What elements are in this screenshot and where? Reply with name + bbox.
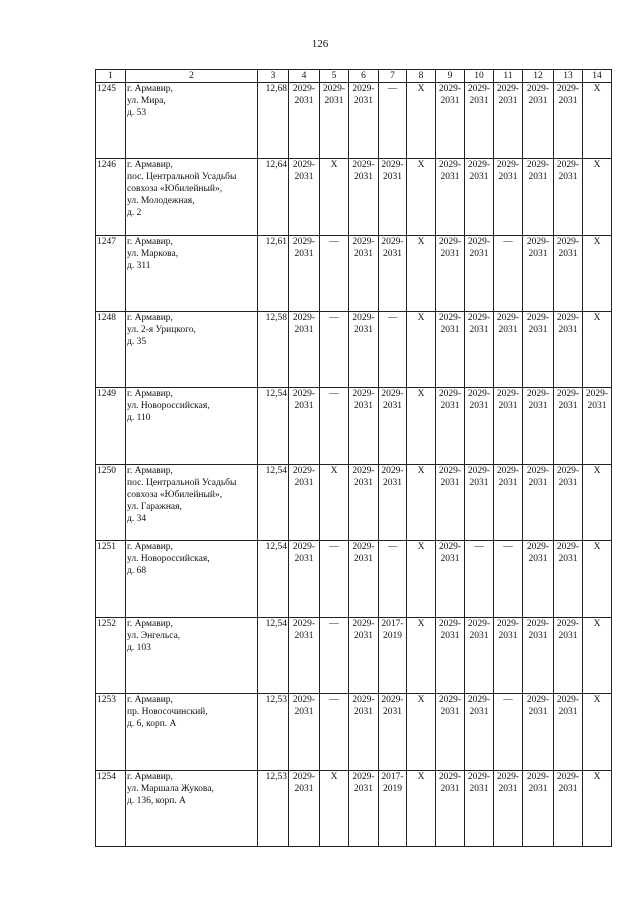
not-required-cell: X — [407, 159, 436, 236]
column-number-cell: 14 — [583, 70, 612, 83]
period-cell: 2029- 2031 — [494, 465, 523, 541]
period-cell: 2029- 2031 — [465, 159, 494, 236]
period-cell: 2017- 2019 — [379, 618, 407, 694]
period-cell: 2029- 2031 — [436, 771, 465, 847]
dash-cell: — — [320, 541, 349, 618]
period-cell: 2029- 2031 — [349, 541, 379, 618]
period-cell: 2029- 2031 — [494, 771, 523, 847]
address-line: г. Армавир, — [127, 619, 173, 629]
column-number-cell: 13 — [554, 70, 583, 83]
address-cell — [126, 312, 258, 388]
address-line: г. Армавир, — [127, 84, 173, 94]
period-cell: 2029- 2031 — [523, 771, 554, 847]
value-cell: 12,68 — [258, 83, 289, 159]
period-cell: 2029- 2031 — [379, 694, 407, 771]
period-cell: 2029- 2031 — [465, 465, 494, 541]
column-number-cell: 9 — [436, 70, 465, 83]
dash-cell: — — [379, 83, 407, 159]
not-required-cell: X — [407, 236, 436, 312]
not-required-cell: X — [407, 388, 436, 465]
value-cell: 12,53 — [258, 694, 289, 771]
value-cell: 12,58 — [258, 312, 289, 388]
period-cell: 2029- 2031 — [465, 236, 494, 312]
address-line: совхоза «Юбилейный», — [127, 184, 223, 194]
address-line: д. 34 — [127, 514, 147, 524]
period-cell: 2029- 2031 — [436, 159, 465, 236]
period-cell: 2029- 2031 — [349, 388, 379, 465]
period-cell: 2029- 2031 — [349, 236, 379, 312]
row-number: 1247 — [96, 236, 126, 312]
table-row — [96, 771, 612, 847]
period-cell: 2029- 2031 — [379, 465, 407, 541]
column-number-cell: 5 — [320, 70, 349, 83]
address-cell — [126, 236, 258, 312]
period-cell: 2029- 2031 — [349, 159, 379, 236]
address-line: ул. Энгельса, — [127, 631, 181, 641]
not-required-cell: X — [583, 83, 612, 159]
row-number: 1251 — [96, 541, 126, 618]
not-required-cell: X — [407, 771, 436, 847]
not-required-cell: X — [583, 541, 612, 618]
address-line: совхоза «Юбилейный», — [127, 490, 223, 500]
address-line: г. Армавир, — [127, 160, 173, 170]
period-cell: 2029- 2031 — [523, 83, 554, 159]
period-cell: 2029- 2031 — [349, 694, 379, 771]
period-cell: 2029- 2031 — [523, 159, 554, 236]
period-cell: 2029- 2031 — [349, 771, 379, 847]
period-cell: 2029- 2031 — [523, 694, 554, 771]
period-cell: 2029- 2031 — [523, 465, 554, 541]
period-cell: 2029- 2031 — [523, 618, 554, 694]
period-cell: 2029- 2031 — [465, 388, 494, 465]
period-cell: 2029- 2031 — [554, 465, 583, 541]
period-cell: 2029- 2031 — [436, 694, 465, 771]
row-number: 1246 — [96, 159, 126, 236]
column-number-cell: 2 — [126, 70, 258, 83]
address-line: д. 35 — [127, 337, 147, 347]
period-cell: 2029- 2031 — [349, 618, 379, 694]
dash-cell: — — [379, 312, 407, 388]
page-number: 126 — [311, 38, 329, 50]
housing-repair-table — [95, 69, 612, 847]
table-row — [96, 236, 612, 312]
period-cell: 2029- 2031 — [436, 465, 465, 541]
period-cell: 2029- 2031 — [465, 312, 494, 388]
not-required-cell: X — [583, 312, 612, 388]
address-line: г. Армавир, — [127, 772, 173, 782]
not-required-cell: X — [583, 771, 612, 847]
address-line: г. Армавир, — [127, 466, 173, 476]
address-line: д. 103 — [127, 643, 151, 653]
address-line: г. Армавир, — [127, 313, 173, 323]
table-row — [96, 465, 612, 541]
not-required-cell: X — [583, 618, 612, 694]
not-required-cell: X — [583, 236, 612, 312]
address-cell — [126, 465, 258, 541]
period-cell: 2029- 2031 — [436, 312, 465, 388]
period-cell: 2029- 2031 — [523, 236, 554, 312]
period-cell: 2029- 2031 — [289, 388, 320, 465]
period-cell: 2029- 2031 — [494, 312, 523, 388]
period-cell: 2029- 2031 — [289, 541, 320, 618]
value-cell: 12,64 — [258, 159, 289, 236]
address-line: г. Армавир, — [127, 237, 173, 247]
period-cell: 2029- 2031 — [320, 83, 349, 159]
period-cell: 2029- 2031 — [554, 312, 583, 388]
value-cell: 12,61 — [258, 236, 289, 312]
period-cell: 2029- 2031 — [289, 312, 320, 388]
table-body — [96, 70, 612, 847]
address-cell — [126, 388, 258, 465]
period-cell: 2029- 2031 — [289, 771, 320, 847]
not-required-cell: X — [583, 465, 612, 541]
table-row — [96, 694, 612, 771]
column-number-cell: 3 — [258, 70, 289, 83]
address-line: ул. Новороссийская, — [127, 401, 210, 411]
address-line: ул. Молодежная, — [127, 196, 195, 206]
period-cell: 2029- 2031 — [289, 236, 320, 312]
dash-cell: — — [320, 388, 349, 465]
dash-cell: — — [465, 541, 494, 618]
period-cell: 2029- 2031 — [349, 83, 379, 159]
period-cell: 2029- 2031 — [554, 159, 583, 236]
address-line: д. 53 — [127, 108, 147, 118]
period-cell: 2029- 2031 — [554, 694, 583, 771]
address-line: пос. Центральной Усадьбы — [127, 172, 237, 182]
row-number: 1250 — [96, 465, 126, 541]
table-row — [96, 388, 612, 465]
column-number-cell: 7 — [379, 70, 407, 83]
row-number: 1252 — [96, 618, 126, 694]
address-line: д. 2 — [127, 208, 142, 218]
address-line: ул. 2-я Урицкого, — [127, 325, 196, 335]
period-cell: 2029- 2031 — [465, 83, 494, 159]
column-number-cell: 6 — [349, 70, 379, 83]
address-line: г. Армавир, — [127, 695, 173, 705]
period-cell: 2029- 2031 — [436, 388, 465, 465]
address-line: г. Армавир, — [127, 389, 173, 399]
address-line: д. 6, корп. А — [127, 719, 177, 729]
period-cell: 2029- 2031 — [436, 236, 465, 312]
period-cell: 2029- 2031 — [554, 541, 583, 618]
address-line: ул. Маршала Жукова, — [127, 784, 214, 794]
dash-cell: — — [379, 541, 407, 618]
address-cell — [126, 159, 258, 236]
address-cell — [126, 83, 258, 159]
period-cell: 2029- 2031 — [554, 83, 583, 159]
column-number-cell: 10 — [465, 70, 494, 83]
column-number-cell: 12 — [523, 70, 554, 83]
row-number: 1253 — [96, 694, 126, 771]
period-cell: 2029- 2031 — [554, 236, 583, 312]
period-cell: 2029- 2031 — [554, 771, 583, 847]
address-line: ул. Мира, — [127, 96, 166, 106]
table-row — [96, 83, 612, 159]
period-cell: 2029- 2031 — [349, 312, 379, 388]
period-cell: 2029- 2031 — [379, 236, 407, 312]
not-required-cell: X — [407, 694, 436, 771]
period-cell: 2029- 2031 — [289, 694, 320, 771]
period-cell: 2029- 2031 — [289, 465, 320, 541]
address-line: д. 311 — [127, 261, 151, 271]
period-cell: 2029- 2031 — [379, 159, 407, 236]
column-number-row — [96, 70, 612, 83]
value-cell: 12,53 — [258, 771, 289, 847]
period-cell: 2029- 2031 — [494, 159, 523, 236]
period-cell: 2029- 2031 — [465, 694, 494, 771]
period-cell: 2029- 2031 — [583, 388, 612, 465]
value-cell: 12,54 — [258, 541, 289, 618]
period-cell: 2029- 2031 — [554, 618, 583, 694]
value-cell: 12,54 — [258, 388, 289, 465]
value-cell: 12,54 — [258, 465, 289, 541]
dash-cell: — — [320, 312, 349, 388]
period-cell: 2029- 2031 — [436, 541, 465, 618]
period-cell: 2029- 2031 — [349, 465, 379, 541]
not-required-cell: X — [583, 159, 612, 236]
address-cell — [126, 694, 258, 771]
period-cell: 2029- 2031 — [289, 159, 320, 236]
row-number: 1254 — [96, 771, 126, 847]
dash-cell: — — [320, 694, 349, 771]
dash-cell: — — [320, 236, 349, 312]
address-line: д. 68 — [127, 566, 147, 576]
period-cell: 2029- 2031 — [379, 388, 407, 465]
table-row — [96, 541, 612, 618]
value-cell: 12,54 — [258, 618, 289, 694]
period-cell: 2029- 2031 — [436, 618, 465, 694]
table-row — [96, 312, 612, 388]
address-line: ул. Гаражная, — [127, 502, 182, 512]
period-cell: 2029- 2031 — [465, 618, 494, 694]
column-number-cell: 8 — [407, 70, 436, 83]
period-cell: 2029- 2031 — [523, 541, 554, 618]
address-line: д. 110 — [127, 413, 151, 423]
period-cell: 2029- 2031 — [289, 83, 320, 159]
address-line: д. 136, корп. А — [127, 796, 186, 806]
not-required-cell: X — [407, 312, 436, 388]
row-number: 1248 — [96, 312, 126, 388]
address-cell — [126, 541, 258, 618]
not-required-cell: X — [407, 541, 436, 618]
period-cell: 2029- 2031 — [523, 388, 554, 465]
period-cell: 2029- 2031 — [523, 312, 554, 388]
dash-cell: — — [494, 694, 523, 771]
table-row — [96, 159, 612, 236]
table-row — [96, 618, 612, 694]
address-line: пос. Центральной Усадьбы — [127, 478, 237, 488]
not-required-cell: X — [583, 694, 612, 771]
row-number: 1245 — [96, 83, 126, 159]
row-number: 1249 — [96, 388, 126, 465]
not-required-cell: X — [407, 465, 436, 541]
not-required-cell: X — [320, 771, 349, 847]
address-line: г. Армавир, — [127, 542, 173, 552]
dash-cell: — — [494, 236, 523, 312]
column-number-cell: 4 — [289, 70, 320, 83]
period-cell: 2029- 2031 — [494, 83, 523, 159]
not-required-cell: X — [407, 83, 436, 159]
not-required-cell: X — [407, 618, 436, 694]
address-line: ул. Новороссийская, — [127, 554, 210, 564]
period-cell: 2029- 2031 — [465, 771, 494, 847]
period-cell: 2029- 2031 — [289, 618, 320, 694]
address-cell — [126, 618, 258, 694]
period-cell: 2029- 2031 — [554, 388, 583, 465]
not-required-cell: X — [320, 465, 349, 541]
dash-cell: — — [320, 618, 349, 694]
column-number-cell: 1 — [96, 70, 126, 83]
not-required-cell: X — [320, 159, 349, 236]
period-cell: 2017- 2019 — [379, 771, 407, 847]
address-cell — [126, 771, 258, 847]
period-cell: 2029- 2031 — [494, 388, 523, 465]
period-cell: 2029- 2031 — [436, 83, 465, 159]
address-line: ул. Маркова, — [127, 249, 179, 259]
address-line: пр. Новосочинский, — [127, 707, 208, 717]
column-number-cell: 11 — [494, 70, 523, 83]
dash-cell: — — [494, 541, 523, 618]
period-cell: 2029- 2031 — [494, 618, 523, 694]
